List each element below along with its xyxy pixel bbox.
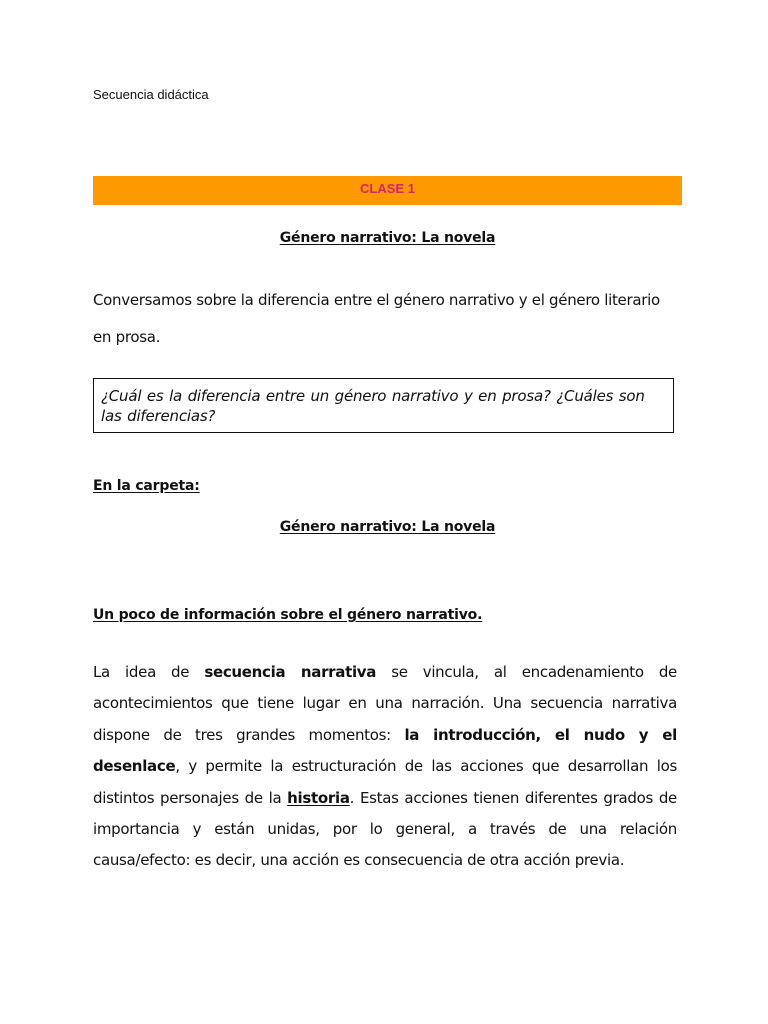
paragraph-text: . Estas acciones tienen diferentes grados de importancia y están unidas, por lo general, a través de una relación causa/efecto: es decir, una acción es consecuencia de otra acción previa. bbox=[93, 788, 677, 870]
bold-term-historia bbox=[287, 789, 350, 807]
paragraph-text: , y permite la estructuración de las acciones que desarrollan los distintos personajes de la bbox=[93, 757, 677, 807]
paragraph-text: La idea de bbox=[93, 663, 205, 681]
narrative-sequence-paragraph bbox=[93, 657, 677, 877]
question-box: ¿Cuál es la diferencia entre un género narrativo y en prosa? ¿Cuáles son las diferencias? bbox=[93, 378, 674, 433]
section-title: Género narrativo: La novela bbox=[279, 230, 496, 246]
carpeta-title: Género narrativo: La novela bbox=[279, 519, 496, 535]
bold-term-momentos: la introducción, el nudo y el desenlace bbox=[93, 725, 677, 776]
underlined-historia: historia bbox=[287, 788, 350, 807]
info-heading: Un poco de información sobre el género narrativo. bbox=[93, 607, 483, 623]
intro-paragraph: Conversamos sobre la diferencia entre el género narrativo y el género literario en prosa. bbox=[93, 291, 660, 346]
class-label: CLASE 1 bbox=[360, 181, 415, 196]
carpeta-heading: En la carpeta: bbox=[93, 478, 200, 494]
document-header: Secuencia didáctica bbox=[93, 87, 209, 102]
class-banner bbox=[93, 176, 682, 205]
paragraph-text: se vincula, al encadenamiento de acontecimientos que tiene lugar en una narración. Una secuencia narrativa dispone de tres grandes momentos: bbox=[93, 663, 677, 744]
bold-term-secuencia-narrativa: secuencia narrativa bbox=[204, 663, 377, 681]
